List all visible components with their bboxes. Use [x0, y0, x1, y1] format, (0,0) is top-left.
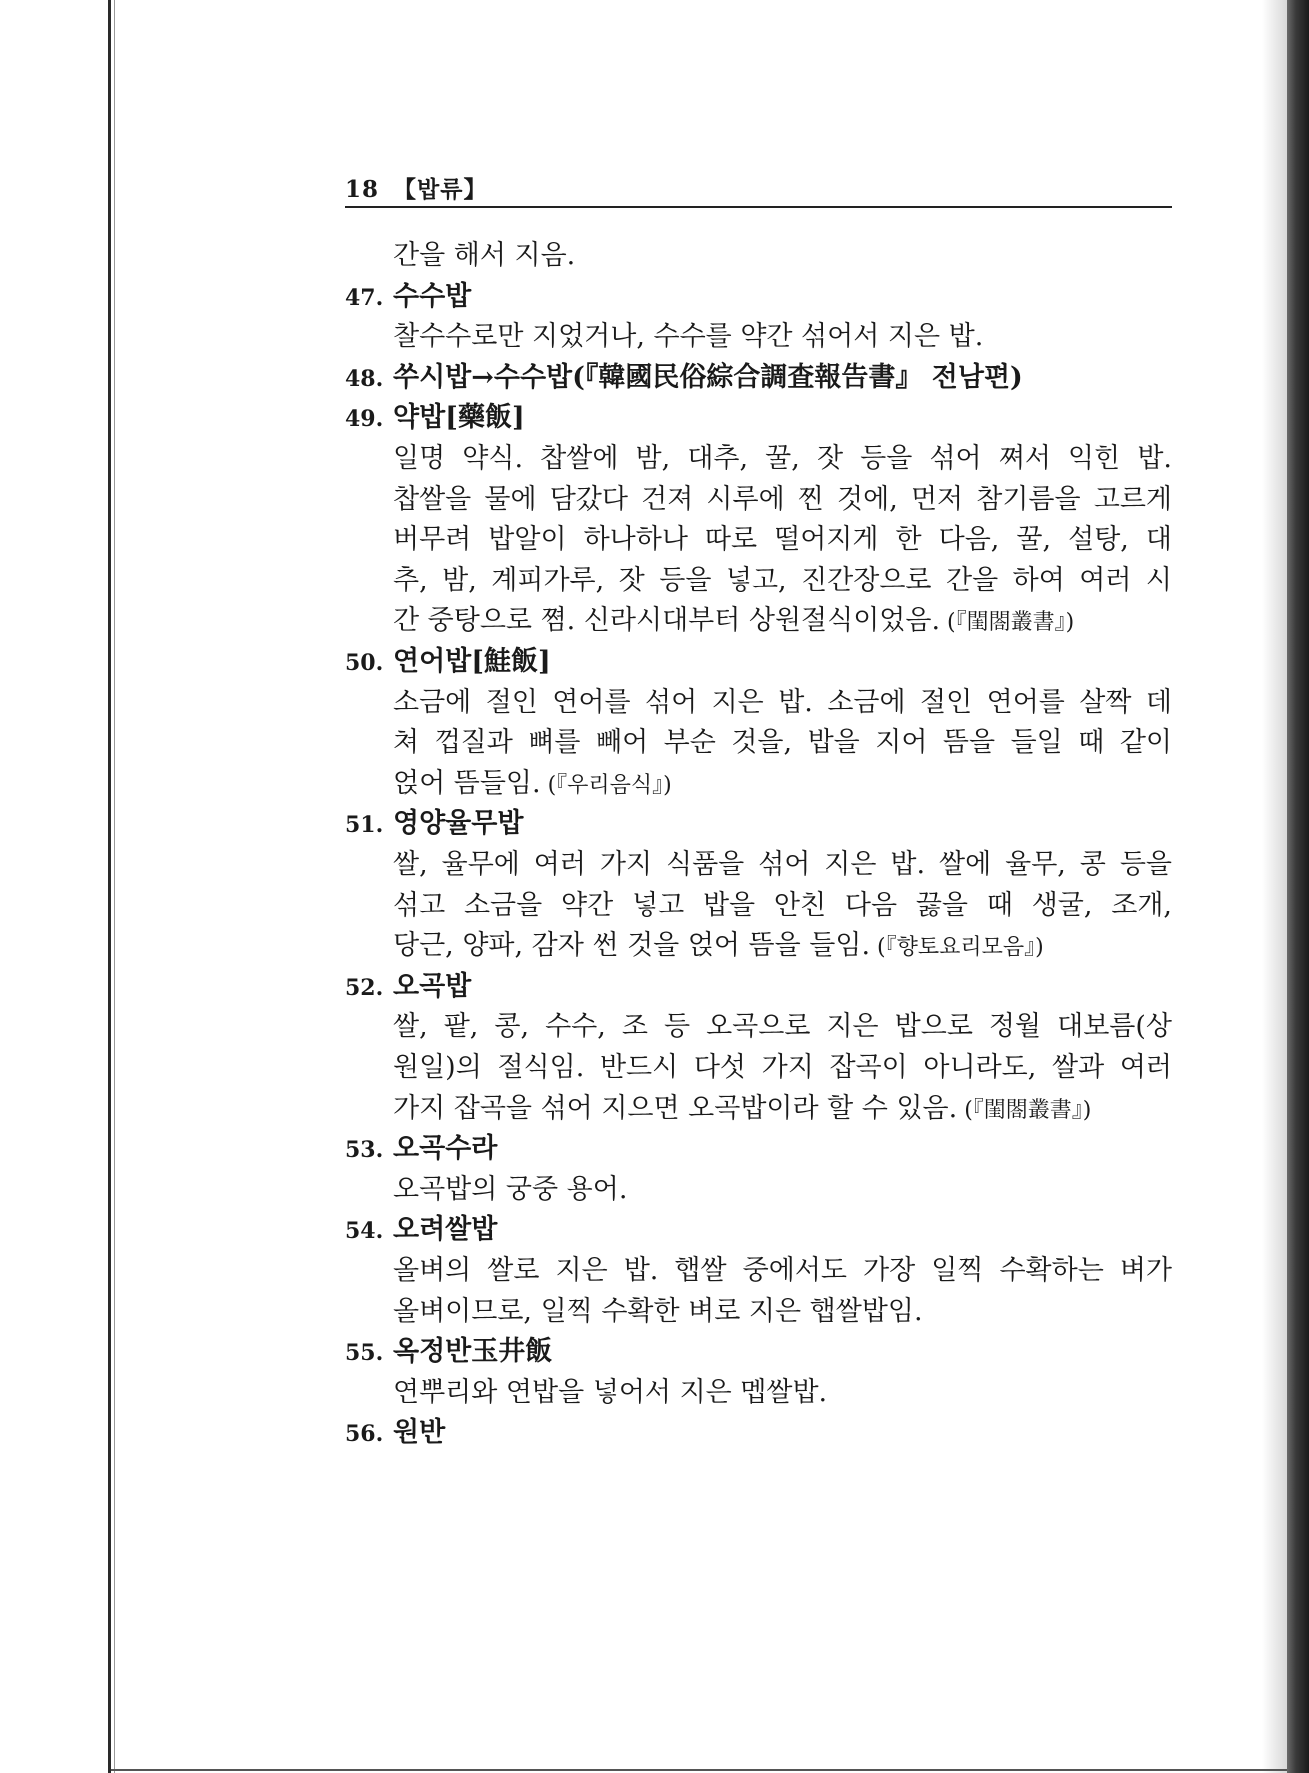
- definition-text: 간 중탕으로 쪔. 신라시대부터 상원절식이었음.: [393, 605, 941, 636]
- definition-line: [393, 1007, 1172, 1047]
- definition-line: [393, 1089, 1172, 1131]
- definition-line: [393, 317, 1172, 357]
- entry-heading: [345, 642, 551, 683]
- entry-title: 옥정반玉井飯: [393, 1336, 553, 1367]
- entry-heading: [345, 804, 523, 845]
- definition-line: [393, 1292, 1172, 1332]
- entry-title: 영양율무밥: [393, 808, 524, 839]
- source-citation: (『閨閤叢書』): [957, 1098, 1092, 1123]
- entry-number: 52.: [345, 975, 384, 1001]
- definition-text: 쌀, 팥, 콩, 수수, 조 등 오곡으로 지은 밥으로 정월 대보름(상: [393, 1011, 1172, 1042]
- definition-text: 쳐 껍질과 뼈를 빼어 부순 것을, 밥을 지어 뜸을 들일 때 같이: [393, 727, 1172, 758]
- entry-heading: [345, 967, 471, 1008]
- entry-heading: [345, 398, 525, 439]
- page-right-shadow: [1287, 0, 1309, 1773]
- entry-number: 48.: [345, 366, 384, 392]
- definition-text: 얹어 뜸들임.: [393, 768, 541, 799]
- page-number: 18: [345, 176, 380, 203]
- definition-line: [393, 723, 1172, 763]
- entry-number: 54.: [345, 1218, 384, 1244]
- entry-number: 51.: [345, 812, 384, 838]
- running-header: [345, 171, 487, 204]
- source-citation: (『향토요리모음』): [870, 935, 1044, 960]
- entry-heading: [345, 1332, 552, 1373]
- entry-title: 오곡밥: [393, 971, 472, 1002]
- definition-line: [393, 439, 1172, 479]
- definition-text: 올벼이므로, 일찍 수확한 벼로 지은 햅쌀밥임.: [393, 1296, 923, 1327]
- entry-number: 49.: [345, 406, 384, 432]
- definition-text: 가지 잡곡을 섞어 지으면 오곡밥이라 할 수 있음.: [393, 1093, 958, 1124]
- definition-text: 오곡밥의 궁중 용어.: [393, 1174, 628, 1205]
- header-rule: [345, 206, 1172, 208]
- definition-text: 쌀, 율무에 여러 가지 식품을 섞어 지은 밥. 쌀에 율무, 콩 등을: [393, 849, 1172, 880]
- entry-heading: [345, 1129, 497, 1170]
- definition-line: [393, 1373, 1172, 1413]
- definition-line: [393, 1170, 1172, 1210]
- definition-line: [393, 520, 1172, 560]
- source-citation: (『閨閤叢書』): [940, 610, 1075, 635]
- section-title: 【밥류】: [393, 176, 488, 203]
- definition-line: [393, 683, 1172, 723]
- page-bottom-edge: [111, 1769, 1287, 1771]
- entry-heading: [345, 1210, 497, 1251]
- source-citation: (『우리음식』): [540, 773, 672, 798]
- entry-number: 47.: [345, 285, 384, 311]
- definition-text: 추, 밤, 계피가루, 잣 등을 넣고, 진간장으로 간을 하여 여러 시: [393, 565, 1172, 596]
- definition-line: [393, 561, 1172, 601]
- definition-line: [393, 1251, 1172, 1291]
- definition-text: 버무려 밥알이 하나하나 따로 떨어지게 한 다음, 꿀, 설탕, 대: [393, 524, 1172, 555]
- entry-title: 오곡수라: [393, 1133, 498, 1164]
- definition-line: [393, 236, 1172, 276]
- definition-line: [393, 886, 1172, 926]
- definition-line: [393, 601, 1172, 643]
- definition-text: 올벼의 쌀로 지은 밥. 햅쌀 중에서도 가장 일찍 수확하는 벼가: [393, 1255, 1172, 1286]
- entry-title: 쑤시밥→수수밥(『韓國民俗綜合調査報告書』 전남편): [393, 362, 1023, 393]
- definition-text: 소금에 절인 연어를 섞어 지은 밥. 소금에 절인 연어를 살짝 데: [393, 687, 1172, 718]
- definition-text: 원일)의 절식임. 반드시 다섯 가지 잡곡이 아니라도, 쌀과 여러: [393, 1052, 1172, 1083]
- definition-text: 일명 약식. 찹쌀에 밤, 대추, 꿀, 잣 등을 섞어 쪄서 익힌 밥.: [393, 443, 1172, 474]
- definition-text: 섞고 소금을 약간 넣고 밥을 안친 다음 끓을 때 생굴, 조개,: [393, 890, 1172, 921]
- entry-title: 약밥[藥飯]: [393, 402, 525, 433]
- definition-text: 간을 해서 지음.: [393, 240, 576, 271]
- entry-number: 53.: [345, 1137, 384, 1163]
- definition-line: [393, 480, 1172, 520]
- entry-title: 오려쌀밥: [393, 1214, 498, 1245]
- definition-line: [393, 926, 1172, 968]
- entry-heading: [345, 358, 1023, 399]
- definition-text: 찹쌀을 물에 담갔다 건져 시루에 찐 것에, 먼저 참기름을 고르게: [393, 484, 1172, 515]
- entry-number: 56.: [345, 1421, 384, 1447]
- definition-text: 연뿌리와 연밥을 넣어서 지은 멥쌀밥.: [393, 1377, 828, 1408]
- page-right-shadow-fade: [1262, 0, 1287, 1773]
- entry-title: 연어밥[鮭飯]: [393, 646, 551, 677]
- definition-line: [393, 1048, 1172, 1088]
- page-binding-edge-inner: [114, 0, 115, 1773]
- entry-heading: [345, 277, 471, 318]
- definition-line: [393, 845, 1172, 885]
- definition-line: [393, 764, 1172, 806]
- entry-heading: [345, 1413, 445, 1454]
- entry-title: 원반: [393, 1417, 446, 1448]
- entry-number: 50.: [345, 650, 384, 676]
- entry-title: 수수밥: [393, 281, 472, 312]
- definition-text: 찰수수로만 지었거나, 수수를 약간 섞어서 지은 밥.: [393, 321, 984, 352]
- page-binding-edge: [108, 0, 111, 1773]
- entry-number: 55.: [345, 1340, 384, 1366]
- definition-text: 당근, 양파, 감자 썬 것을 얹어 뜸을 들임.: [393, 930, 871, 961]
